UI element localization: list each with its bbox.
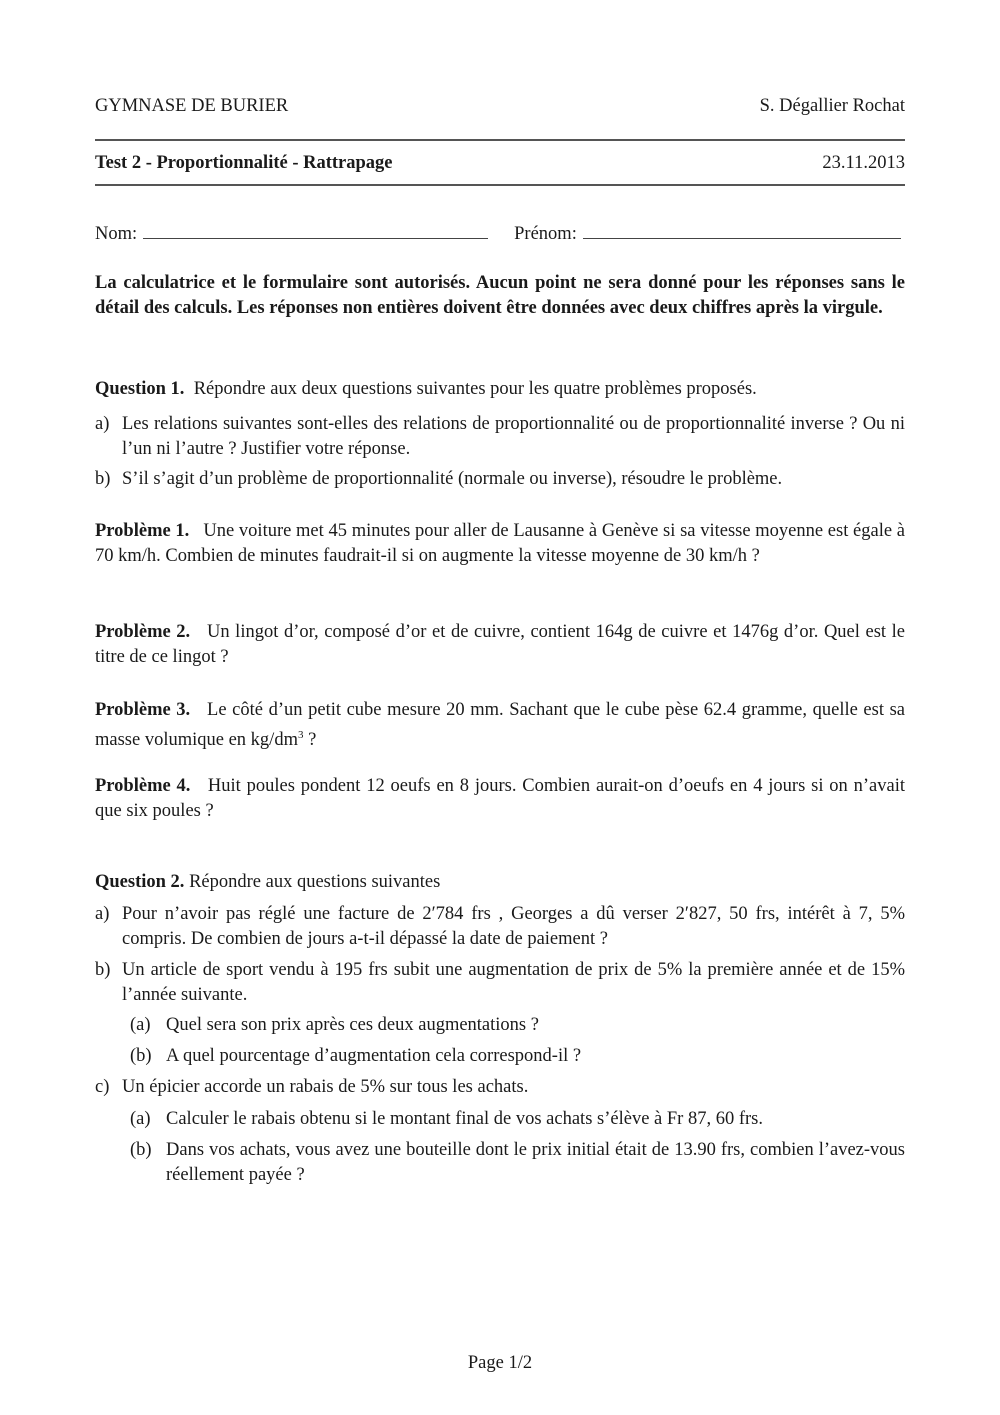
problem-label: Problème 1. xyxy=(95,521,190,541)
subitem-label: (a) xyxy=(130,1015,151,1035)
school-name: GYMNASE DE BURIER xyxy=(95,96,289,116)
problem-text: Le côté d’un petit cube mesure 20 mm. Sachant que le cube pèse 62.4 gramme, quelle est sa masse volumique en kg/dm xyxy=(95,700,906,750)
question-1 xyxy=(95,377,905,402)
question-1-text: Répondre aux deux questions suivantes pour les quatre problèmes proposés. xyxy=(193,379,757,399)
question-2-item-c xyxy=(95,1075,905,1100)
subitem-label: (b) xyxy=(130,1046,152,1066)
item-label: b) xyxy=(95,469,111,489)
question-1-item-a xyxy=(95,412,905,461)
item-label: a) xyxy=(95,414,110,434)
item-text: Un article de sport vendu à 195 frs subit une augmentation de prix de 5% la première année et de 15% l’année suivante. xyxy=(122,960,905,1005)
nom-input-line[interactable] xyxy=(143,237,488,239)
subitem-text: Dans vos achats, vous avez une bouteille dont le prix initial était de 13.90 frs, combien l’avez-vous réellement payée ? xyxy=(166,1140,905,1185)
question-1-label: Question 1. xyxy=(95,379,185,399)
superscript: 3 xyxy=(297,728,304,741)
question-2-item-c-sub-a xyxy=(130,1107,905,1132)
instructions: La calculatrice et le formulaire sont autorisés. Aucun point ne sera donné pour les réponses sans le détail des calculs. Les réponses non entières doivent être données avec deux chiffres après la virgule. xyxy=(95,273,905,318)
question-2 xyxy=(95,870,905,895)
item-text: Un épicier accorde un rabais de 5% sur tous les achats. xyxy=(122,1077,529,1097)
problem-label: Problème 4. xyxy=(95,776,191,796)
name-fields xyxy=(95,224,905,245)
item-label: c) xyxy=(95,1077,110,1097)
problem-1 xyxy=(95,519,905,568)
question-2-label: Question 2. xyxy=(95,872,185,892)
item-label: b) xyxy=(95,960,111,980)
item-text: Les relations suivantes sont-elles des relations de proportionnalité ou de proportionnalité inverse ? Ou ni l’un ni l’autre ? Justifier votre réponse. xyxy=(122,414,905,459)
nom-label: Nom: xyxy=(95,224,138,244)
question-2-item-c-sub-b xyxy=(130,1138,905,1187)
title-divider xyxy=(95,184,905,186)
subitem-text: A quel pourcentage d’augmentation cela correspond-il ? xyxy=(166,1046,582,1066)
question-2-text: Répondre aux questions suivantes xyxy=(189,872,441,892)
item-label: a) xyxy=(95,904,110,924)
item-text: Pour n’avoir pas réglé une facture de 2′784 frs , Georges a dû verser 2′827, 50 frs, intérêt à 7, 5% compris. De combien de jours a-t-il dépassé la date de paiement ? xyxy=(122,904,905,949)
problem-text-end: ? xyxy=(303,729,317,750)
question-2-item-a xyxy=(95,902,905,951)
problem-label: Problème 3. xyxy=(95,700,191,720)
prenom-input-line[interactable] xyxy=(583,237,901,239)
problem-3 xyxy=(95,698,905,752)
problem-text: Huit poules pondent 12 oeufs en 8 jours. Combien aurait-on d’oeufs en 4 jours si on n’avait que six poules ? xyxy=(95,776,905,821)
title-row xyxy=(95,153,905,174)
page-number: Page 1/2 xyxy=(467,1353,533,1373)
question-2-item-b-sub-a xyxy=(130,1013,905,1038)
question-2-item-b xyxy=(95,958,905,1007)
problem-text: Un lingot d’or, composé d’or et de cuivre, contient 164g de cuivre et 1476g d’or. Quel est le titre de ce lingot ? xyxy=(95,622,905,667)
problem-text: Une voiture met 45 minutes pour aller de Lausanne à Genève si sa vitesse moyenne est égale à 70 km/h. Combien de minutes faudrait-il si on augmente la vitesse moyenne de 30 km/h ? xyxy=(95,521,905,566)
question-1-item-b xyxy=(95,467,905,492)
header-divider xyxy=(95,139,905,141)
author-name: S. Dégallier Rochat xyxy=(759,96,905,116)
problem-2 xyxy=(95,620,905,669)
item-text: S’il s’agit d’un problème de proportionnalité (normale ou inverse), résoudre le problème. xyxy=(122,469,783,489)
page-header xyxy=(95,96,905,117)
test-date: 23.11.2013 xyxy=(822,153,905,173)
subitem-label: (a) xyxy=(130,1109,151,1129)
subitem-text: Quel sera son prix après ces deux augmentations ? xyxy=(166,1015,539,1035)
subitem-label: (b) xyxy=(130,1140,152,1160)
test-title: Test 2 - Proportionnalité - Rattrapage xyxy=(95,153,393,173)
prenom-label: Prénom: xyxy=(514,224,577,244)
problem-4 xyxy=(95,774,905,823)
subitem-text: Calculer le rabais obtenu si le montant final de vos achats s’élève à Fr 87, 60 frs. xyxy=(166,1109,763,1129)
problem-label: Problème 2. xyxy=(95,622,191,642)
question-2-item-b-sub-b xyxy=(130,1044,905,1069)
